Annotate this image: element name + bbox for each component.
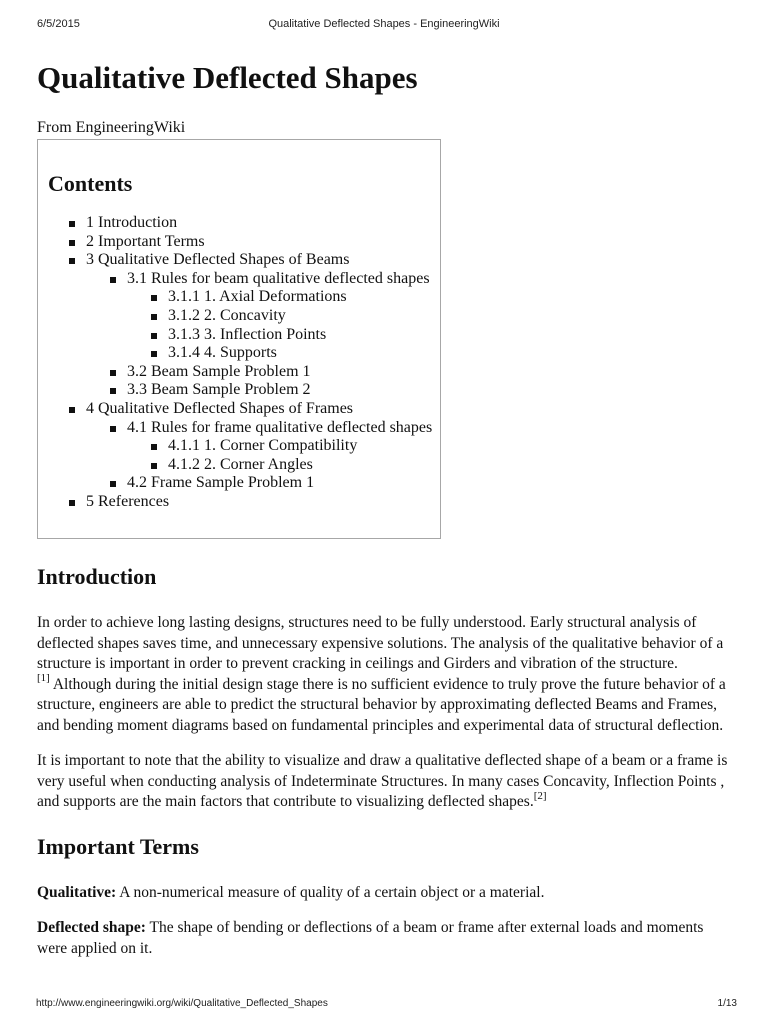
toc-item[interactable] (48, 474, 440, 493)
toc-item[interactable] (48, 214, 440, 233)
term-deflected-shape-definition: The shape of bending or deflections of a beam or frame after external loads and moments were applied on it. (37, 919, 704, 957)
section-heading-introduction: Introduction (37, 564, 157, 589)
print-header (0, 0, 768, 36)
toc-item-label: 3.1.3 3. Inflection Points (168, 325, 327, 343)
toc-item-label: 3.3 Beam Sample Problem 2 (127, 381, 311, 399)
intro-paragraph-2 (37, 751, 737, 813)
bullet-icon (69, 500, 75, 506)
page-number: 1/13 (717, 998, 737, 1009)
page-title: Qualitative Deflected Shapes (37, 60, 418, 95)
toc-item-label: 5 References (86, 492, 170, 510)
print-url: http://www.engineeringwiki.org/wiki/Qualitative_Deflected_Shapes (36, 998, 328, 1009)
toc-item[interactable] (48, 326, 440, 345)
toc-item-label: 4.1.2 2. Corner Angles (168, 455, 313, 473)
toc-item-label: 3.1 Rules for beam qualitative deflected shapes (127, 269, 430, 287)
toc-item-label: 3.2 Beam Sample Problem 1 (127, 362, 311, 380)
table-of-contents (37, 139, 441, 539)
toc-item[interactable] (48, 419, 440, 438)
bullet-icon (151, 295, 157, 301)
toc-item[interactable] (48, 493, 440, 512)
bullet-icon (110, 277, 116, 283)
toc-item[interactable] (48, 363, 440, 382)
toc-item[interactable] (48, 381, 440, 400)
intro-paragraph-1-text-a: In order to achieve long lasting designs, structures need to be fully understood. Early structural analysis of deflected shapes saves time, and unnecessary expensive solutions. The analysis of the qualitative behavior of a structure is important in order to prevent cracking in ceilings and Girders and vibration of the structure. (37, 614, 724, 672)
toc-item[interactable] (48, 251, 440, 270)
bullet-icon (151, 444, 157, 450)
toc-item[interactable] (48, 307, 440, 326)
bullet-icon (151, 463, 157, 469)
article-content (37, 58, 737, 959)
bullet-icon (110, 481, 116, 487)
print-date: 6/5/2015 (37, 18, 80, 30)
toc-item-label: 3.1.1 1. Axial Deformations (168, 288, 347, 306)
intro-paragraph-1 (37, 613, 737, 736)
toc-item[interactable] (48, 437, 440, 456)
toc-item[interactable] (48, 400, 440, 419)
toc-item-label: 4 Qualitative Deflected Shapes of Frames (86, 399, 354, 417)
toc-item[interactable] (48, 270, 440, 289)
reference-link-2[interactable]: [2] (533, 789, 547, 802)
intro-paragraph-1-text-b: Although during the initial design stage there is no sufficient evidence to truly prove the future behavior of a structure, engineers are able to predict the structural behavior by approximating deflected Beams and Frames, and bending moment diagrams based on fundamental principles and experimental data of structural deflection. (37, 675, 726, 734)
toc-item-label: 4.1 Rules for frame qualitative deflected shapes (127, 418, 433, 436)
toc-item-label: 4.2 Frame Sample Problem 1 (127, 474, 315, 492)
toc-item-label: 3.1.4 4. Supports (168, 344, 277, 362)
term-qualitative-definition: A non-numerical measure of quality of a certain object or a material. (116, 883, 545, 901)
bullet-icon (151, 351, 157, 357)
site-sub: From EngineeringWiki (37, 119, 186, 136)
toc-item[interactable] (48, 288, 440, 307)
term-qualitative (37, 883, 737, 904)
bullet-icon (69, 258, 75, 264)
bullet-icon (69, 240, 75, 246)
toc-item-label: 4.1.1 1. Corner Compatibility (168, 437, 358, 455)
bullet-icon (110, 426, 116, 432)
toc-item[interactable] (48, 233, 440, 252)
bullet-icon (151, 333, 157, 339)
term-qualitative-label: Qualitative: (37, 883, 117, 901)
print-title: Qualitative Deflected Shapes - EngineeringWiki (268, 18, 500, 30)
intro-paragraph-2-text: It is important to note that the ability to visualize and draw a qualitative deflected shape of a beam or a frame is very useful when conducting analysis of Indeterminate Structures. In many cases Concavity, Inflection Points , and supports are the main factors that contribute to visualizing deflected shapes. (37, 752, 728, 810)
bullet-icon (110, 370, 116, 376)
toc-item-label: 1 Introduction (86, 214, 178, 231)
term-deflected-shape-label: Deflected shape: (37, 919, 146, 936)
bullet-icon (151, 314, 157, 320)
bullet-icon (110, 388, 116, 394)
toc-item-label: 2 Important Terms (86, 232, 205, 250)
section-heading-important-terms: Important Terms (37, 833, 199, 859)
toc-item-label: 3.1.2 2. Concavity (168, 306, 286, 324)
toc-list (48, 214, 440, 512)
bullet-icon (69, 221, 75, 227)
term-deflected-shape (37, 918, 737, 959)
bullet-icon (69, 407, 75, 413)
toc-item[interactable] (48, 456, 440, 475)
toc-item[interactable] (48, 344, 440, 363)
print-footer (0, 994, 768, 1018)
toc-item-label: 3 Qualitative Deflected Shapes of Beams (86, 251, 350, 269)
reference-link-1[interactable]: [1] (37, 672, 50, 685)
toc-title: Contents (48, 171, 133, 196)
